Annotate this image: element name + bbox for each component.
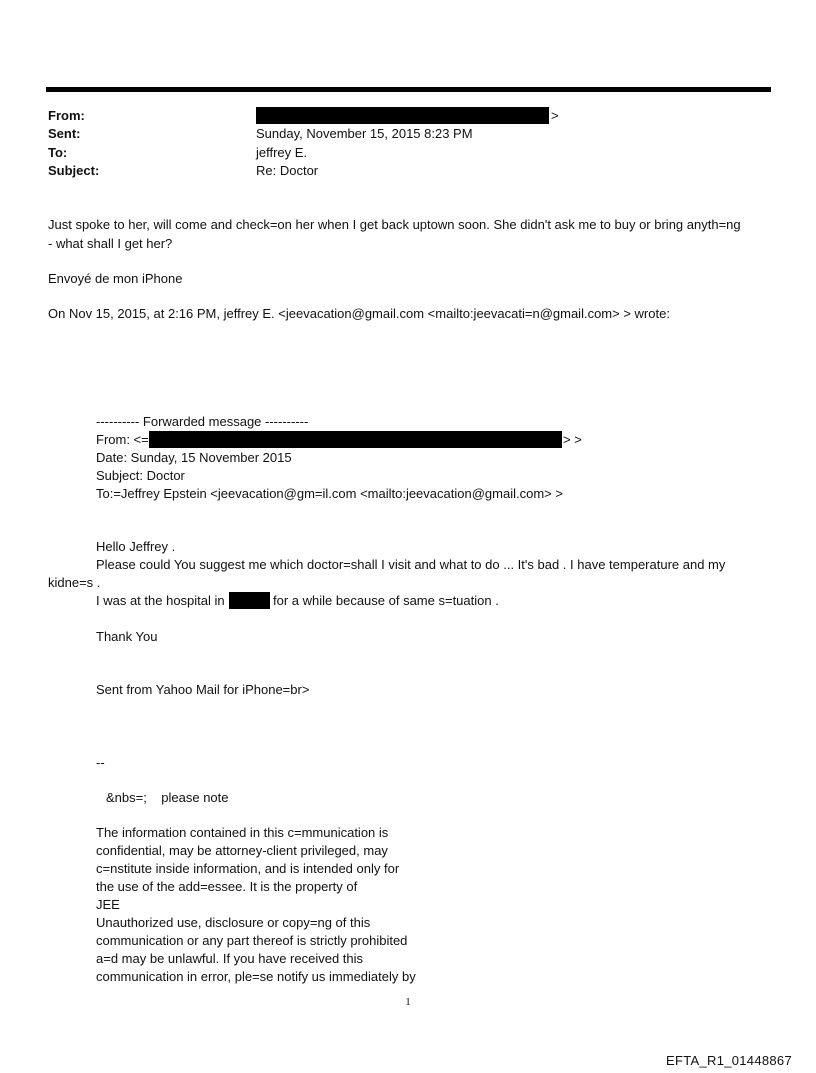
reply-line-2: - what shall I get her? <box>48 236 173 251</box>
reply-signature: Envoyé de mon iPhone <box>48 271 183 286</box>
quote-intro: On Nov 15, 2015, at 2:16 PM, jeffrey E. <jeevacation@gmail.com <mailto:jeevacati=n@gmail.com> > wrote: <box>48 306 670 321</box>
forward-subject: Subject: Doctor <box>96 468 185 483</box>
disclaimer-line: communication or any part thereof is strictly prohibited <box>96 933 408 948</box>
from-label: From: <box>48 108 85 123</box>
forward-separator: ---------- Forwarded message ---------- <box>96 414 309 429</box>
subject-label: Subject: <box>48 163 100 178</box>
disclaimer-line: communication in error, ple=se notify us immediately by <box>96 969 416 984</box>
redaction-location <box>229 592 270 609</box>
forward-to: To:=Jeffrey Epstein <jeevacation@gm=il.com <mailto:jeevacation@gmail.com> > <box>96 486 563 501</box>
footer-note: &nbs=; please note <box>106 790 229 805</box>
from-suffix: > <box>551 108 559 123</box>
message-line-1: Please could You suggest me which doctor=shall I visit and what to do ... It's bad . I have temperature and my <box>96 557 726 572</box>
disclaimer-line: The information contained in this c=mmunication is <box>96 825 389 840</box>
bates-number: EFTA_R1_01448867 <box>666 1053 792 1068</box>
message-line-2-prefix: I was at the hospital in <box>96 593 225 608</box>
to-value: jeffrey E. <box>256 145 308 160</box>
top-rule <box>46 87 771 92</box>
disclaimer-line: the use of the add=essee. It is the property of <box>96 879 358 894</box>
forward-date: Date: Sunday, 15 November 2015 <box>96 450 292 465</box>
message-sent-from: Sent from Yahoo Mail for iPhone=br> <box>96 682 310 697</box>
forward-from-prefix: From: <= <box>96 432 149 447</box>
message-line-1-wrap: kidne=s . <box>48 575 101 590</box>
page-number: 1 <box>405 996 411 1008</box>
disclaimer-line: a=d may be unlawful. If you have received this <box>96 951 364 966</box>
sent-label: Sent: <box>48 126 81 141</box>
disclaimer-line: c=nstitute inside information, and is intended only for <box>96 861 400 876</box>
message-greeting: Hello Jeffrey . <box>96 539 176 554</box>
sent-value: Sunday, November 15, 2015 8:23 PM <box>256 126 473 141</box>
disclaimer-line: JEE <box>96 897 120 912</box>
redaction-from <box>256 107 549 124</box>
disclaimer-line: Unauthorized use, disclosure or copy=ng of this <box>96 915 371 930</box>
message-thanks: Thank You <box>96 629 158 644</box>
disclaimer-line: confidential, may be attorney-client privileged, may <box>96 843 388 858</box>
reply-line-1: Just spoke to her, will come and check=on her when I get back uptown soon. She didn't ask me to buy or bring anyth=ng <box>48 217 741 232</box>
forward-from-suffix: > > <box>563 432 582 447</box>
footer-dashes: -- <box>96 755 105 770</box>
message-line-2-suffix: for a while because of same s=tuation . <box>273 593 499 608</box>
redaction-forward-from <box>149 431 562 448</box>
subject-value: Re: Doctor <box>256 163 319 178</box>
to-label: To: <box>48 145 68 160</box>
